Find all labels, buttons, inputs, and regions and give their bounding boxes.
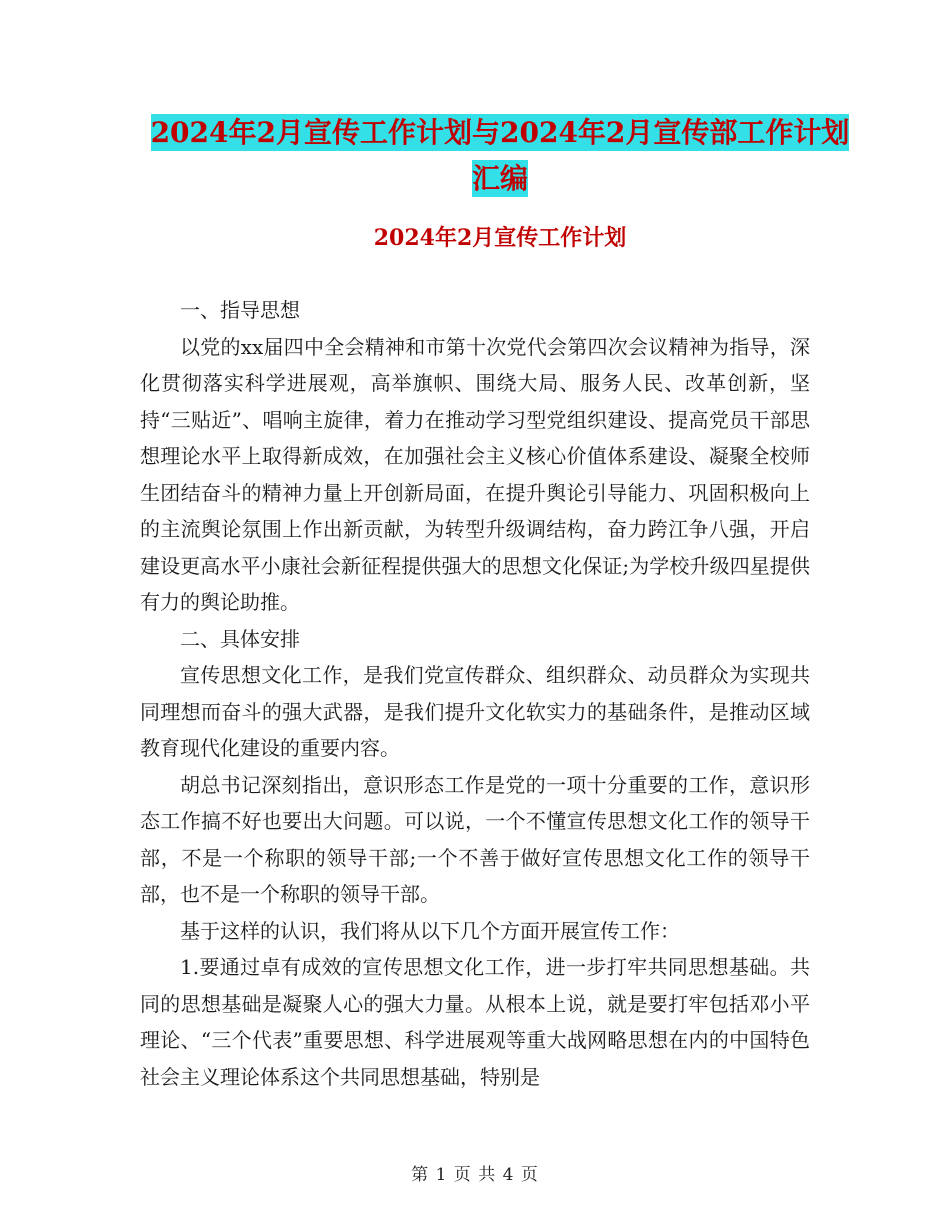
heading-guiding-ideology: 一、指导思想 — [180, 298, 300, 322]
paragraph-work-intro: 基于这样的认识，我们将从以下几个方面开展宣传工作： — [180, 918, 680, 943]
document-title — [140, 110, 860, 202]
document-body — [140, 292, 810, 1095]
paragraph-ideology-importance: 胡总书记深刻指出，意识形态工作是党的一项十分重要的工作，意识形态工作搞不好也要出大问题。可以说，一个不懂宣传思想文化工作的领导干部，不是一个称职的领导干部;一个不善于做好宣传思想文化工作的领导干部，也不是一个称职的领导干部。 — [140, 772, 810, 906]
heading-specific-arrangements: 二、具体安排 — [180, 626, 300, 651]
paragraph-propaganda-work: 宣传思想文化工作，是我们党宣传群众、组织群众、动员群众为实现共同理想而奋斗的强大武器，是我们提升文化软实力的基础条件，是推动区域教育现代化建设的重要内容。 — [140, 663, 810, 760]
page-number-footer: 第 1 页 共 4 页 — [411, 1165, 539, 1185]
paragraph-item-1: 1.要通过卓有成效的宣传思想文化工作，进一步打牢共同思想基础。共同的思想基础是凝聚人心的强大力量。从根本上说，就是要打牢包括邓小平理论、“三个代表”重要思想、科学进展观等重大战网略思想在内的中国特色社会主义理论体系这个共同思想基础，特别是 — [140, 955, 810, 1089]
section-title: 2024年2月宣传工作计划 — [373, 225, 627, 251]
document-title-text: 2024年2月宣传工作计划与2024年2月宣传部工作计划汇编 — [150, 116, 850, 195]
paragraph-guiding-ideology: 以党的xx届四中全会精神和市第十次党代会第四次会议精神为指导，深化贯彻落实科学进展观，高举旗帜、围绕大局、服务人民、改革创新，坚持“三贴近”、唱响主旋律，着力在推动学习型党组织建设、提高党员干部思想理论水平上取得新成效，在加强社会主义核心价值体系建设、凝聚全校师生团结奋斗的精神力量上开创新局面，在提升舆论引导能力、巩固积极向上的主流舆论氛围上作出新贡献，为转型升级调结构，奋力跨江争八强，开启建设更高水平小康社会新征程提供强大的思想文化保证;为学校升级四星提供有力的舆论助推。 — [140, 334, 810, 614]
